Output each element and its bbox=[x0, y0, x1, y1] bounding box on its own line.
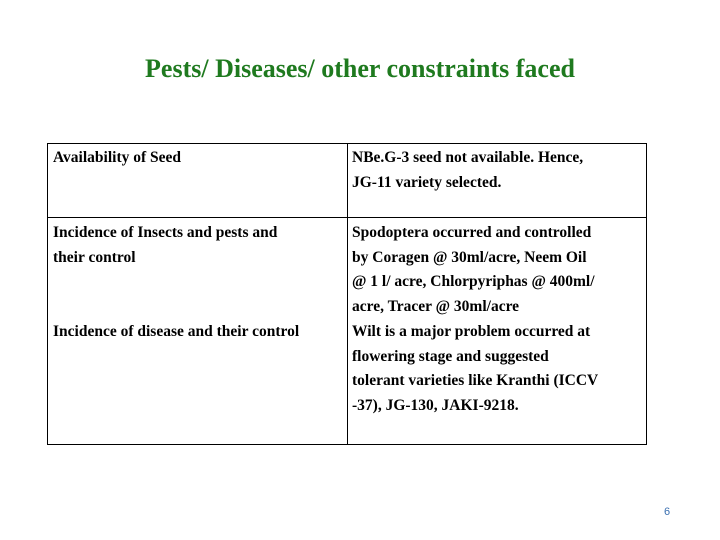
disease-control-label: Incidence of disease and their control bbox=[53, 323, 300, 340]
seed-availability-label: Availability of Seed bbox=[53, 149, 182, 166]
table-column-divider bbox=[347, 143, 348, 445]
seed-availability-value: NBe.G-3 seed not available. Hence, JG-11 variety selected. bbox=[352, 149, 584, 191]
insects-pests-value: Spodoptera occurred and controlled by Coragen @ 30ml/acre, Neem Oil @ 1 l/ acre, Chlorpyriphas @ 400ml/ acre, Tracer @ 30ml/acre bbox=[352, 224, 595, 316]
page-number: 6 bbox=[664, 506, 671, 518]
table-row-divider bbox=[47, 217, 647, 218]
slide-title: Pests/ Diseases/ other constraints faced bbox=[145, 54, 575, 83]
disease-control-value: Wilt is a major problem occurred at flowering stage and suggested tolerant varieties like Kranthi (ICCV -37), JG-130, JAKI-9218. bbox=[352, 323, 599, 415]
insects-pests-label: Incidence of Insects and pests and their control bbox=[53, 224, 278, 266]
